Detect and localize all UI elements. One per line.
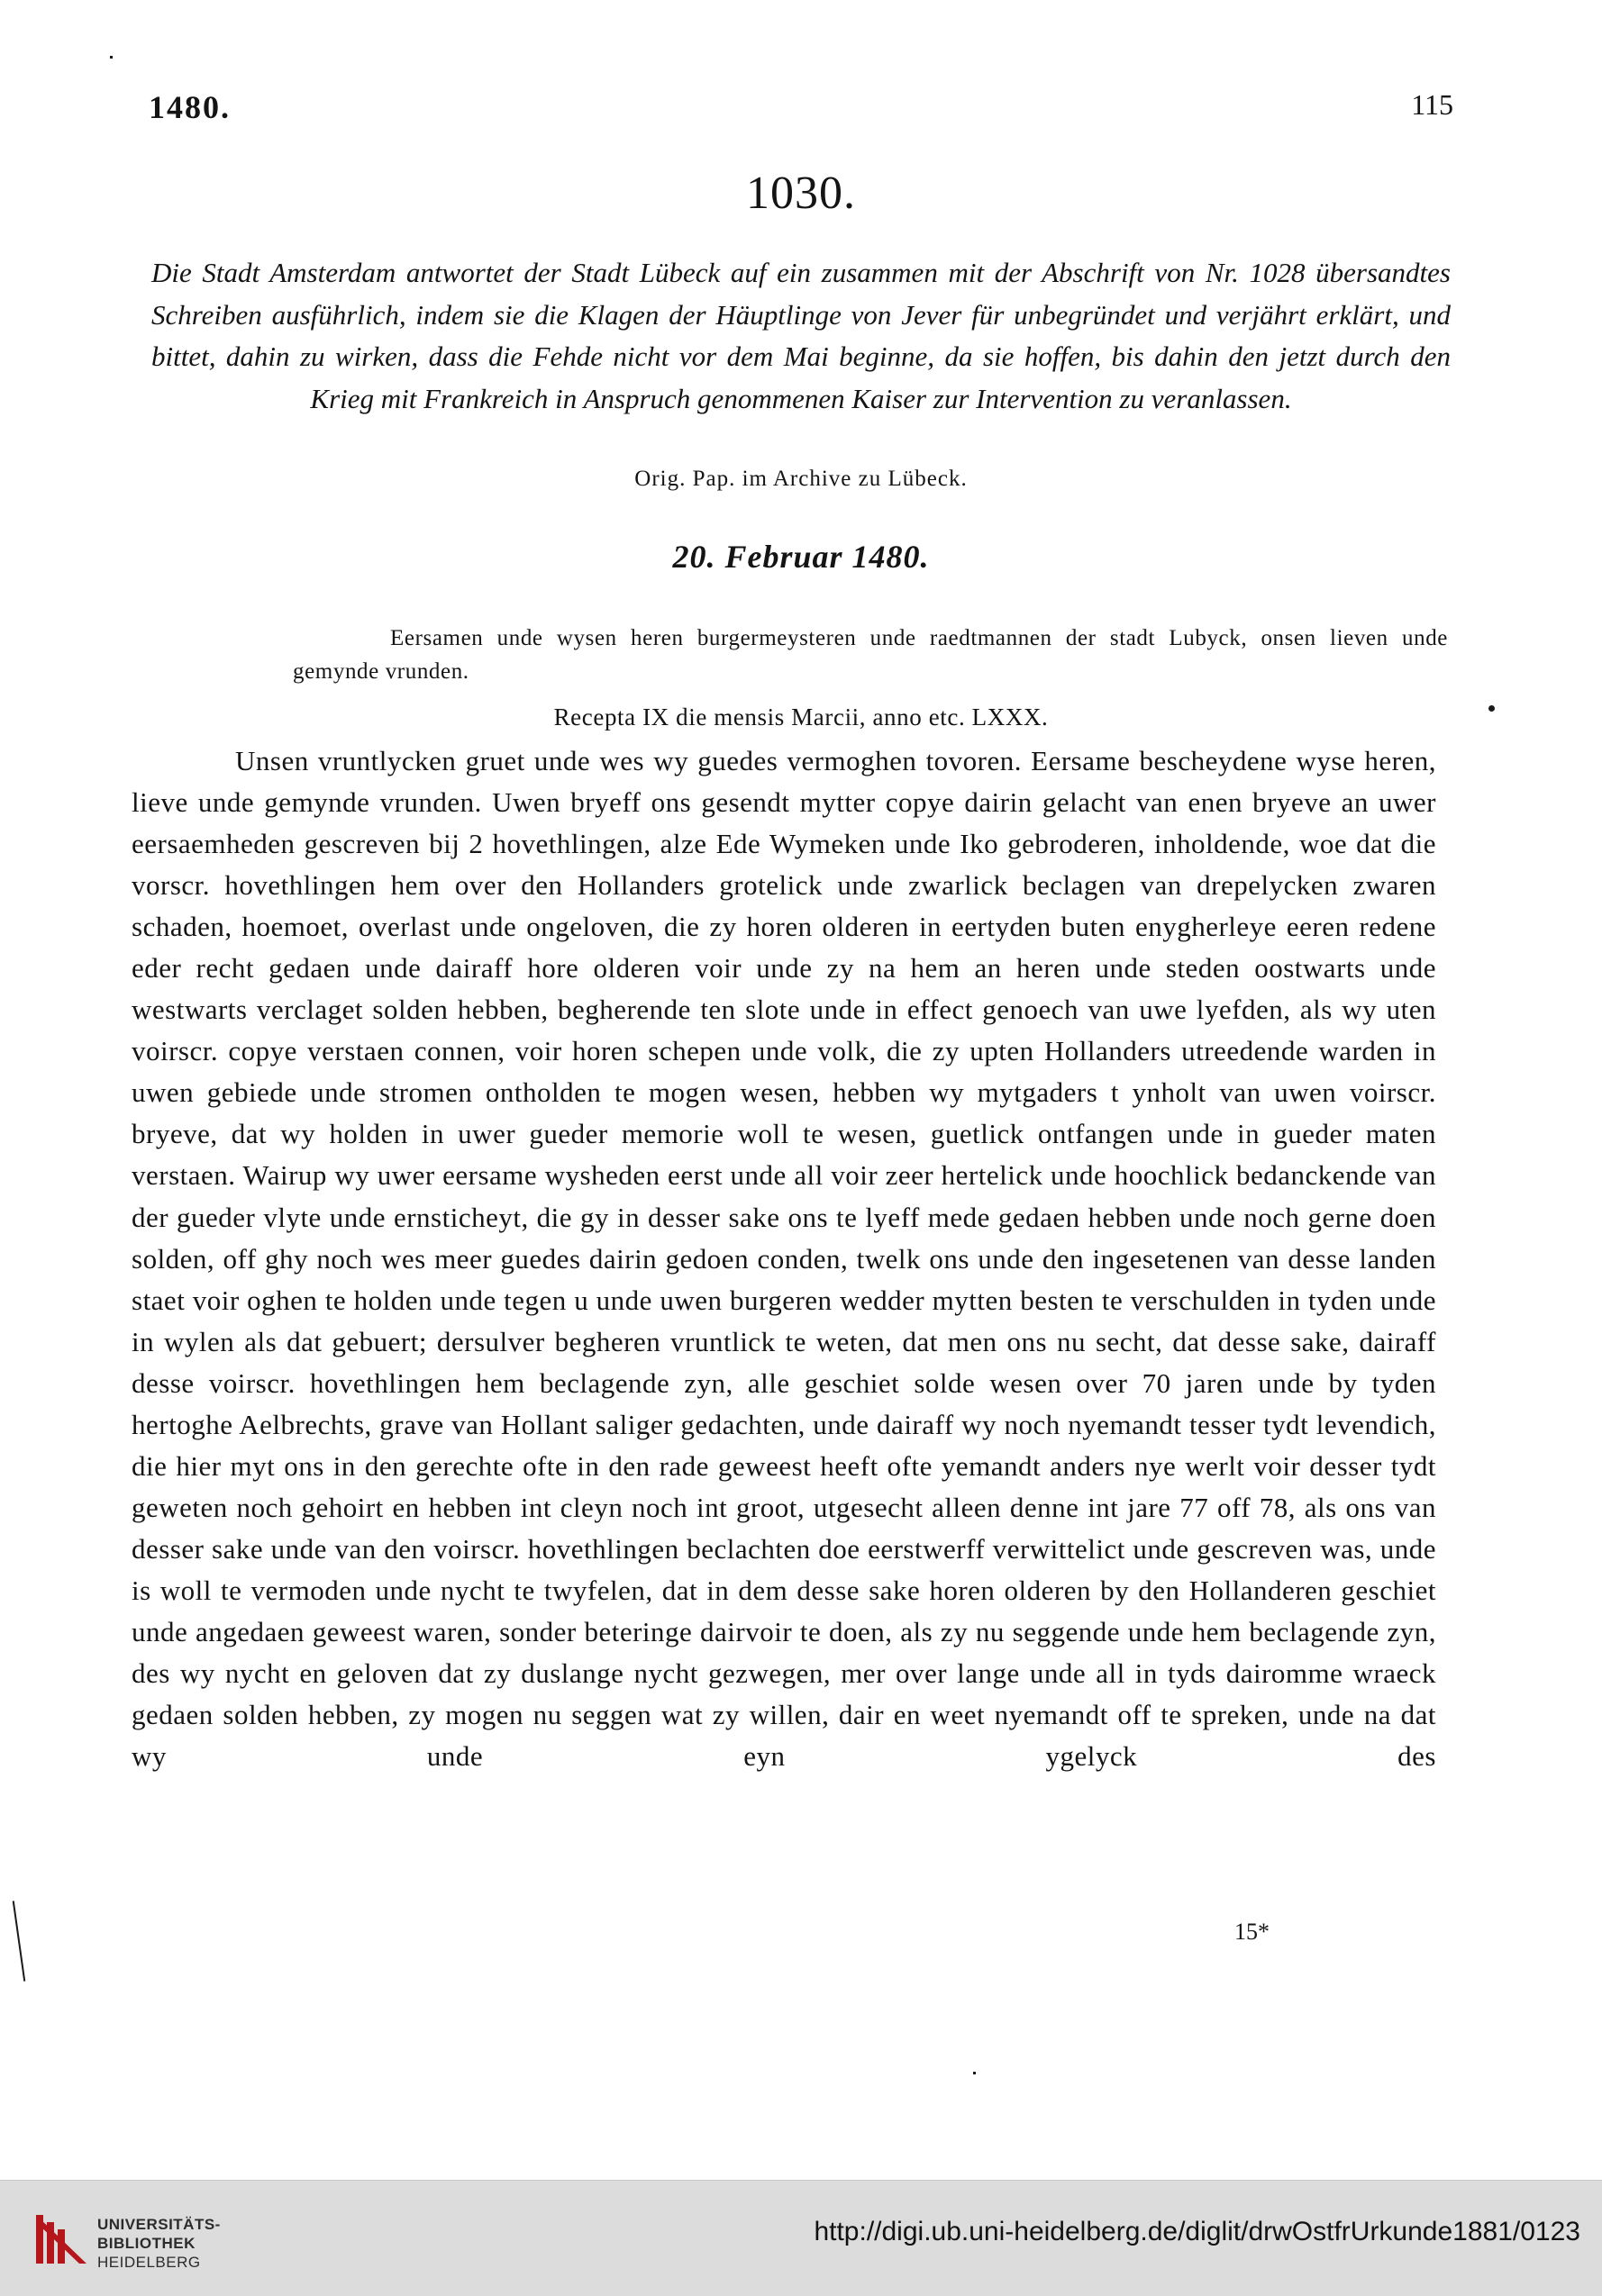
- document-summary: Die Stadt Amsterdam antwortet der Stadt Lübeck auf ein zusammen mit der Abschrift von Nr. 1028 übersandtes Schreiben ausführlich, indem sie die Klagen der Häuptlinge von Jever für unbegründet und verjährt erklärt, und bittet, dahin zu wirken, dass die Fehde nicht vor dem Mai beginne, da sie hoffen, bis dahin den jetzt durch den Krieg mit Frankreich in Anspruch genommenen Kaiser zur Intervention zu veranlassen.: [151, 257, 1451, 414]
- signature-mark: 15*: [1234, 1919, 1270, 1945]
- source-note: Orig. Pap. im Archive zu Lübeck.: [634, 467, 968, 491]
- library-name-line: UNIVERSITÄTS-: [97, 2216, 221, 2233]
- library-logo-icon[interactable]: [34, 2210, 88, 2267]
- page-number: 115: [1411, 88, 1453, 121]
- viewer-footer: [0, 2180, 1602, 2296]
- scan-speck: [973, 2072, 976, 2074]
- receipt-note: Recepta IX die mensis Marcii, anno etc. LXXX.: [553, 703, 1049, 731]
- scan-speck: [1488, 705, 1495, 712]
- letter-address: Eersamen unde wysen heren burgermeysteren unde raedtmannen der stadt Lubyck, onsen lieven unde gemynde vrunden.: [293, 626, 1448, 684]
- date-heading: 20. Februar 1480.: [672, 539, 930, 575]
- document-number: 1030.: [746, 168, 856, 219]
- library-name-line: BIBLIOTHEK: [97, 2235, 196, 2252]
- permalink-url[interactable]: http://digi.ub.uni-heidelberg.de/diglit/drwOstfrUrkunde1881/0123: [814, 2217, 1580, 2246]
- scan-speck: [110, 56, 113, 59]
- running-year: 1480.: [149, 89, 231, 125]
- library-name-line: HEIDELBERG: [97, 2254, 201, 2271]
- scan-speck: [13, 1901, 26, 1981]
- running-head: [149, 88, 1453, 133]
- library-name: [97, 2215, 221, 2272]
- letter-body: Unsen vruntlycken gruet unde wes wy guedes vermoghen tovoren. Eersame bescheydene wyse heren, lieve unde gemynde vrunden. Uwen bryeff ons gesendt mytter copye dairin gelacht van enen bryeve an uwer eersaemheden gescreven bij 2 hovethlingen, alze Ede Wymeken unde Iko gebroderen, inholdende, woe dat die vorscr. hovethlingen hem over den Hollanders grotelick unde zwarlick beclagen van drepelycken zwaren schaden, hoemoet, overlast unde ongeloven, die zy horen olderen in eertyden buten enygherleye eeren redene eder recht gedaen unde dairaff hore olderen voir unde zy na hem an heren unde steden oostwarts unde westwarts verclaget solden hebben, begherende ten slote unde in effect genoech van uwe lyefden, als wy uten voirscr. copye verstaen connen, voir horen schepen unde volk, die zy upten Hollanders utreedende warden in uwen gebiede unde stromen ontholden te mogen wesen, hebben wy mytgaders t ynholt van uwen voirscr. bryeve, dat wy holden in uwer gueder memorie woll te wesen, guetlick ontfangen unde in gueder maten verstaen. Wairup wy uwer eersame wysheden eerst unde all voir zeer hertelick unde hoochlick bedanckende van der gueder vlyte unde ernsticheyt, die gy in desser sake ons te lyeff mede gedaen hebben unde noch gerne doen solden, off ghy noch wes meer guedes dairin gedoen conden, twelk ons unde den ingesetenen van desse landen staet voir oghen te holden unde tegen u unde uwen burgeren wedder mytten besten te verschulden in tyden unde in wylen als dat gebuert; dersulver begheren vruntlick te weten, dat men ons nu secht, dat desse sake, dairaff desse voirscr. hovethlingen hem beclagende zyn, alle geschiet solde wesen over 70 jaren unde by tyden hertoghe Aelbrechts, grave van Hollant saliger gedachten, unde dairaff wy noch nyemandt tesser tydt levendich, die hier myt ons in den gerechte ofte in den rade geweest heeft ofte yemandt anders nye werlt voir desser tydt geweten noch gehoirt en hebben int cleyn noch int groot, utgesecht alleen denne int jare 77 off 78, als ons van desser sake unde van den voirscr. hovethlingen beclachten doe eerstwerff verwittelict unde gescreven was, unde is woll te vermoden unde nycht te twyfelen, dat in dem desse sake horen olderen by den Hollanderen geschiet unde angedaen geweest waren, sonder beteringe dairvoir te doen, als zy nu seggende unde hem beclagende zyn, des wy nycht en geloven dat zy duslange nycht gezwegen, mer over lange unde all in tyds dairomme wraeck gedaen solden hebben, zy mogen nu seggen wat zy willen, dair en weet nyemandt off te spreken, unde na dat wy unde eyn ygelyck des: [132, 745, 1436, 1773]
